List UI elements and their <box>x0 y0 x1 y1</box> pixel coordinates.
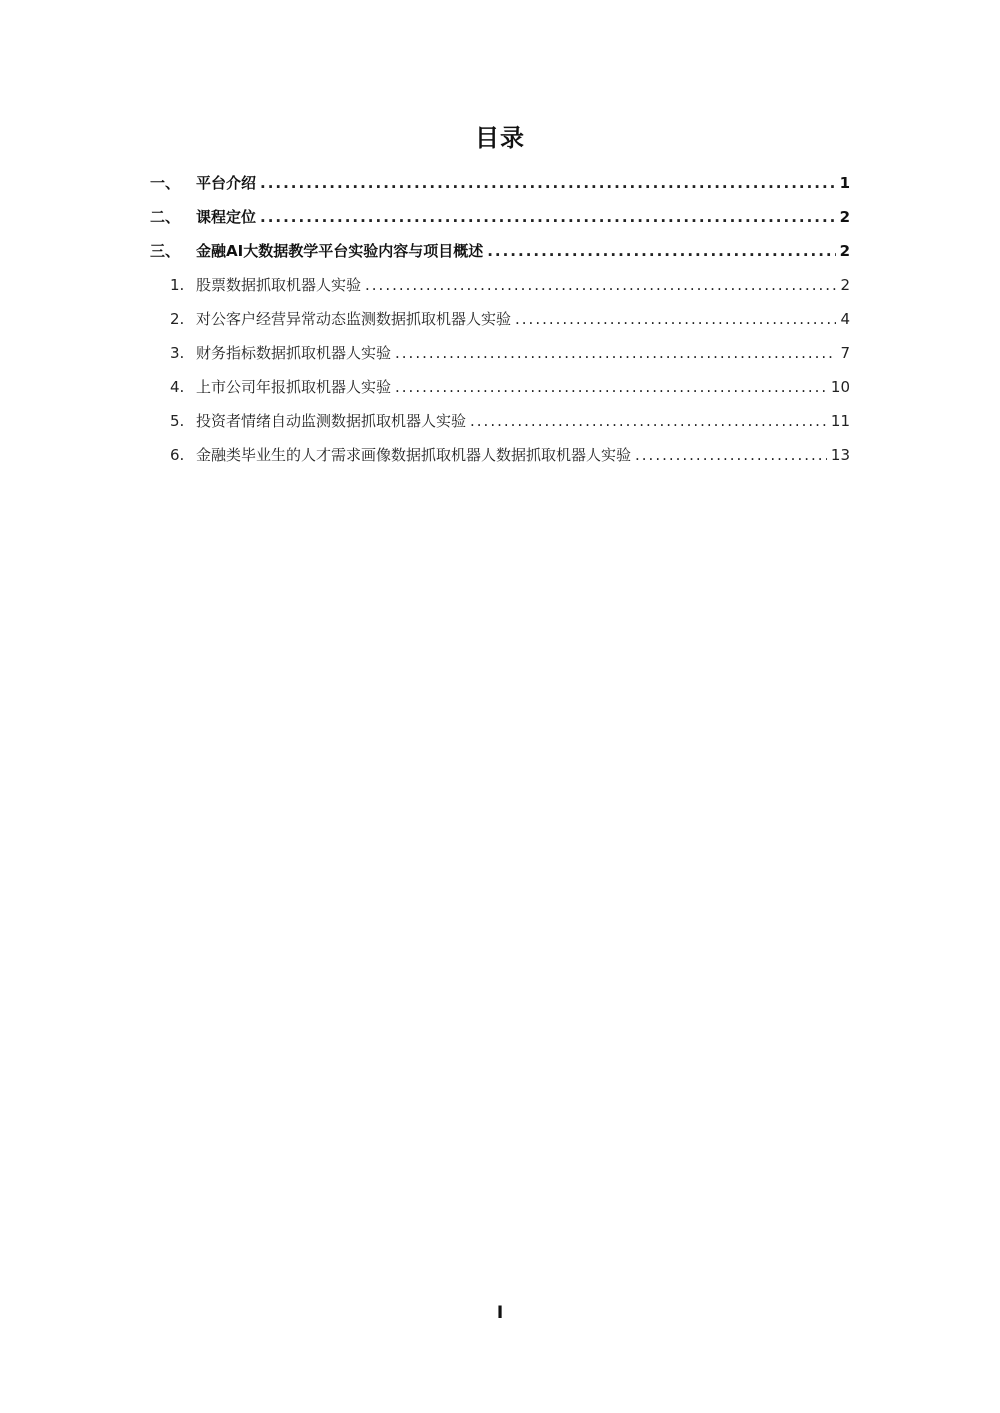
toc-subentry-5[interactable] <box>150 404 850 438</box>
toc-entry-number: 2. <box>170 310 185 328</box>
toc-entry-number: 6. <box>170 446 185 464</box>
toc-entry-page: 10 <box>830 378 850 396</box>
toc-entry-number: 4. <box>170 378 185 396</box>
dot-leader <box>260 166 836 200</box>
toc-entry-number: 3. <box>170 344 185 362</box>
toc-subentry-2[interactable] <box>150 302 850 336</box>
toc-subentry-1[interactable] <box>150 268 850 302</box>
toc-entry-label: 投资者情绪自动监测数据抓取机器人实验 <box>196 412 467 430</box>
toc-entry-page: 2 <box>839 208 850 226</box>
toc-entry-label: 财务指标数据抓取机器人实验 <box>196 344 392 362</box>
dot-leader <box>395 370 827 404</box>
toc-entry-3[interactable] <box>150 234 850 268</box>
dot-leader <box>365 268 836 302</box>
dot-leader <box>395 336 836 370</box>
page-number: I <box>496 1303 504 1323</box>
toc-entry-page: 13 <box>830 446 850 464</box>
toc-entry-page: 1 <box>839 174 850 192</box>
toc-subentry-6[interactable] <box>150 438 850 472</box>
toc-entry-page: 4 <box>840 310 850 328</box>
toc-entry-1[interactable] <box>150 166 850 200</box>
dot-leader <box>635 438 827 472</box>
toc-entry-number: 二、 <box>150 208 181 226</box>
dot-leader <box>260 200 836 234</box>
toc-entry-number: 5. <box>170 412 185 430</box>
toc-entry-label: 平台介绍 <box>196 174 257 192</box>
toc-entry-number: 三、 <box>150 242 181 260</box>
toc-entry-number: 一、 <box>150 174 181 192</box>
toc-entry-number: 1. <box>170 276 185 294</box>
toc-entry-label: 对公客户经营异常动态监测数据抓取机器人实验 <box>196 310 512 328</box>
toc-entry-label: 课程定位 <box>196 208 257 226</box>
toc-subentry-3[interactable] <box>150 336 850 370</box>
dot-leader <box>487 234 835 268</box>
toc-subentry-4[interactable] <box>150 370 850 404</box>
table-of-contents <box>150 166 850 472</box>
dot-leader <box>470 404 827 438</box>
toc-entry-label: 金融类毕业生的人才需求画像数据抓取机器人数据抓取机器人实验 <box>196 446 632 464</box>
toc-entry-label: 上市公司年报抓取机器人实验 <box>196 378 392 396</box>
toc-entry-page: 11 <box>830 412 850 430</box>
toc-entry-2[interactable] <box>150 200 850 234</box>
dot-leader <box>515 302 836 336</box>
toc-entry-label: 金融AI大数据教学平台实验内容与项目概述 <box>196 242 484 260</box>
toc-entry-page: 2 <box>839 242 850 260</box>
toc-title: 目录 <box>475 124 525 152</box>
toc-entry-page: 7 <box>840 344 850 362</box>
toc-entry-label: 股票数据抓取机器人实验 <box>196 276 362 294</box>
toc-entry-page: 2 <box>840 276 850 294</box>
